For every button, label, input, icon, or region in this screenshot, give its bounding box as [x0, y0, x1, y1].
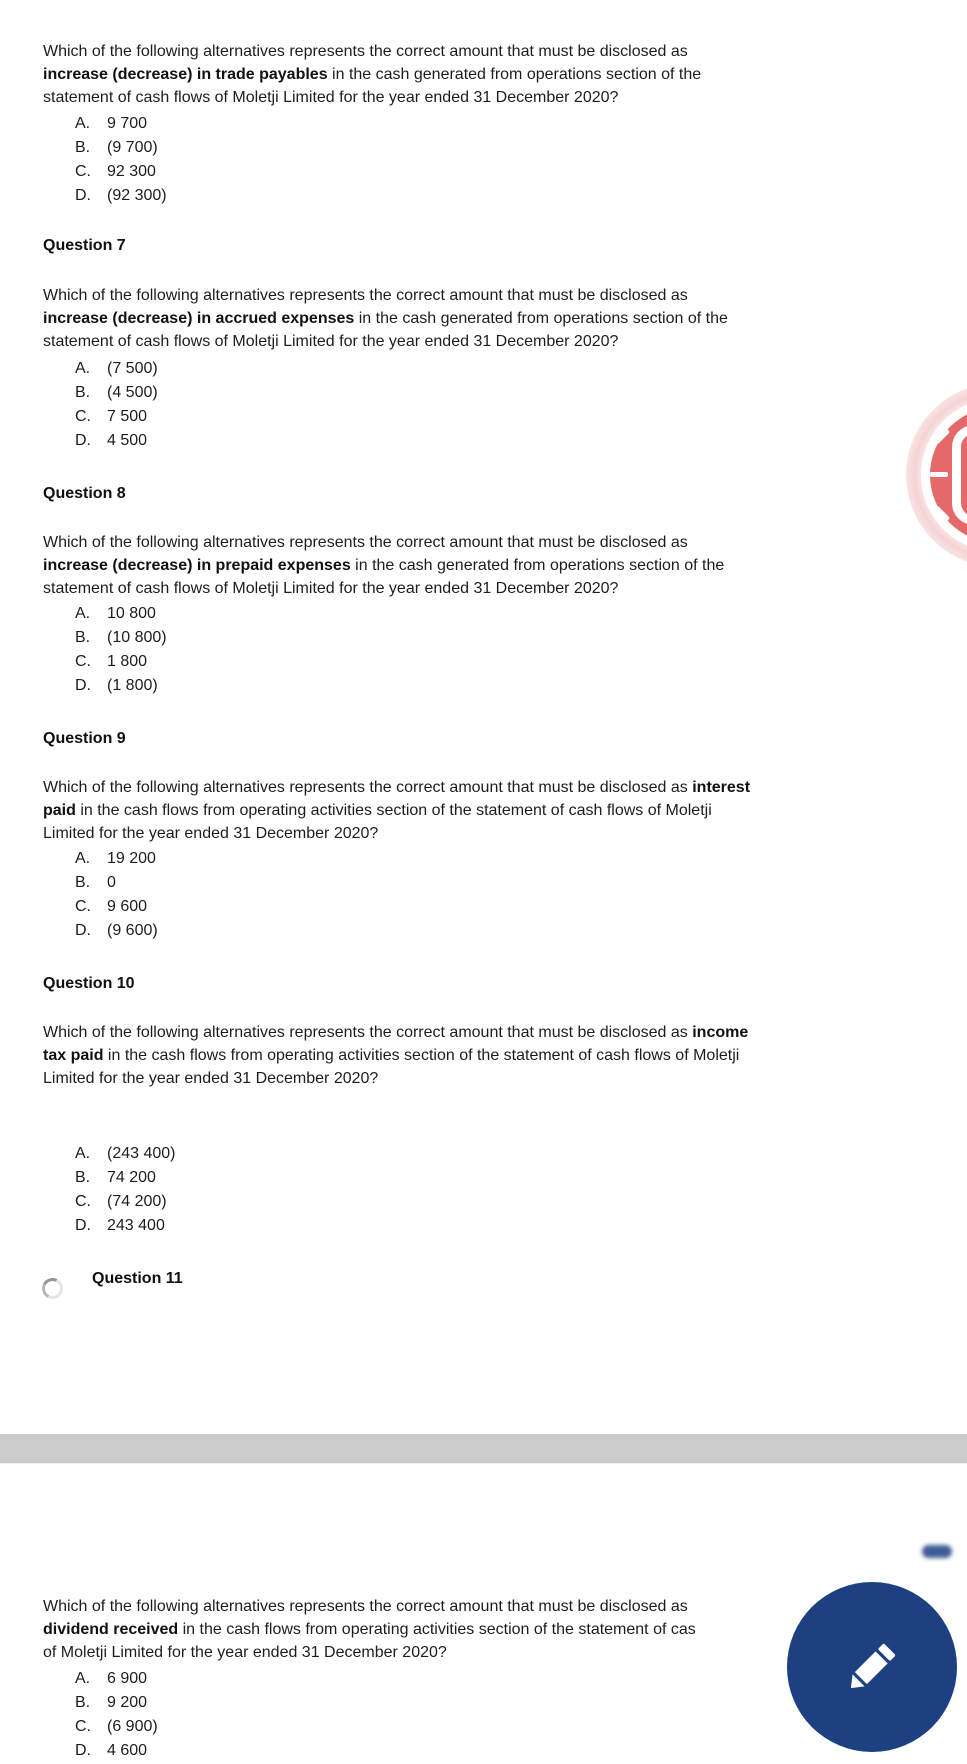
question-line: increase (decrease) in accrued expenses in the cash generated from operations section of the	[43, 310, 728, 327]
question-line: of Moletji Limited for the year ended 31 December 2020?	[43, 1644, 447, 1661]
question-line: dividend received in the cash flows from operating activities section of the statement of cas	[43, 1621, 696, 1638]
option-value: 6 900	[107, 1670, 148, 1687]
option-letter: B.	[75, 139, 91, 156]
option-letter: D.	[75, 1742, 91, 1759]
option-row	[75, 871, 158, 895]
question-line: statement of cash flows of Moletji Limited for the year ended 31 December 2020?	[43, 580, 619, 597]
question-line: Limited for the year ended 31 December 2020?	[43, 825, 379, 842]
question-10-heading: Question 10	[43, 975, 135, 992]
option-value: 4 600	[107, 1742, 148, 1759]
question-8-options	[75, 602, 167, 698]
option-value: 19 200	[107, 850, 156, 867]
question-10-text	[43, 1021, 748, 1090]
option-letter: C.	[75, 653, 91, 670]
option-value: (74 200)	[107, 1193, 167, 1210]
option-letter: B.	[75, 1694, 91, 1711]
option-value: 10 800	[107, 605, 156, 622]
option-row	[75, 602, 167, 626]
option-value: (9 700)	[107, 139, 158, 156]
question-8-text	[43, 531, 724, 600]
option-row	[75, 357, 158, 381]
option-value: 9 700	[107, 115, 148, 132]
question-line: tax paid in the cash flows from operating activities section of the statement of cash flows of Moletji	[43, 1047, 740, 1064]
option-value: (243 400)	[107, 1145, 176, 1162]
question-7-text	[43, 284, 728, 353]
option-value: 1 800	[107, 653, 148, 670]
question-9-heading: Question 9	[43, 730, 126, 747]
question-9-text	[43, 776, 750, 845]
question-7-options	[75, 357, 158, 453]
option-row	[75, 895, 158, 919]
question-11-heading: Question 11	[92, 1270, 183, 1287]
option-row	[75, 405, 158, 429]
option-letter: C.	[75, 898, 91, 915]
option-letter: D.	[75, 1217, 91, 1234]
option-letter: B.	[75, 629, 91, 646]
option-letter: A.	[75, 360, 91, 377]
option-letter: D.	[75, 922, 91, 939]
option-value: 74 200	[107, 1169, 156, 1186]
question-8-heading: Question 8	[43, 485, 126, 502]
question-line: Which of the following alternatives represents the correct amount that must be disclosed as	[43, 287, 688, 304]
question-line: statement of cash flows of Moletji Limited for the year ended 31 December 2020?	[43, 89, 619, 106]
page-divider-band	[0, 1434, 967, 1464]
question-10-options	[75, 1142, 176, 1238]
question-line: increase (decrease) in trade payables in the cash generated from operations section of the	[43, 66, 702, 83]
question-line: statement of cash flows of Moletji Limited for the year ended 31 December 2020?	[43, 333, 619, 350]
question-line: Which of the following alternatives represents the correct amount that must be disclosed as	[43, 534, 688, 551]
option-row	[75, 1142, 176, 1166]
option-row	[75, 626, 167, 650]
question-6-text	[43, 40, 701, 109]
option-letter: B.	[75, 874, 91, 891]
option-row	[75, 184, 167, 208]
option-letter: A.	[75, 1670, 91, 1687]
option-row	[75, 650, 167, 674]
option-row	[75, 429, 158, 453]
question-9-options	[75, 847, 158, 943]
option-row	[75, 674, 167, 698]
option-row	[75, 1691, 158, 1715]
option-letter: A.	[75, 115, 91, 132]
option-value: (10 800)	[107, 629, 167, 646]
option-value: (6 900)	[107, 1718, 158, 1735]
option-value: (7 500)	[107, 360, 158, 377]
option-value: 0	[107, 874, 116, 891]
badge-inner-frame	[952, 425, 967, 525]
option-row	[75, 1739, 158, 1763]
option-value: 92 300	[107, 163, 156, 180]
option-value: (4 500)	[107, 384, 158, 401]
option-value: 243 400	[107, 1217, 165, 1234]
fab-shadow-blob	[922, 1545, 952, 1558]
option-letter: A.	[75, 1145, 91, 1162]
question-line: paid in the cash flows from operating activities section of the statement of cash flows of Moletji	[43, 802, 712, 819]
option-value: (9 600)	[107, 922, 158, 939]
option-row	[75, 160, 167, 184]
option-row	[75, 1214, 176, 1238]
option-row	[75, 847, 158, 871]
option-value: (1 800)	[107, 677, 158, 694]
question-12-options	[75, 1667, 158, 1763]
option-letter: A.	[75, 605, 91, 622]
pencil-icon	[840, 1635, 904, 1699]
option-row	[75, 1667, 158, 1691]
option-value: 7 500	[107, 408, 148, 425]
option-row	[75, 1715, 158, 1739]
option-row	[75, 1166, 176, 1190]
option-value: (92 300)	[107, 187, 167, 204]
question-6-options	[75, 112, 167, 208]
option-value: 9 600	[107, 898, 148, 915]
option-letter: C.	[75, 163, 91, 180]
option-letter: B.	[75, 384, 91, 401]
option-row	[75, 112, 167, 136]
option-letter: C.	[75, 1193, 91, 1210]
question-line: Which of the following alternatives represents the correct amount that must be disclosed as interest	[43, 779, 751, 796]
option-value: 9 200	[107, 1694, 148, 1711]
edit-fab-button[interactable]	[787, 1582, 957, 1752]
option-letter: C.	[75, 1718, 91, 1735]
option-letter: C.	[75, 408, 91, 425]
option-row	[75, 381, 158, 405]
option-letter: D.	[75, 677, 91, 694]
question-line: Which of the following alternatives represents the correct amount that must be disclosed as	[43, 43, 688, 60]
option-letter: B.	[75, 1169, 91, 1186]
question-7-heading: Question 7	[43, 237, 126, 254]
option-letter: D.	[75, 432, 91, 449]
badge-tick	[930, 472, 948, 477]
option-row	[75, 136, 167, 160]
option-letter: A.	[75, 850, 91, 867]
question-line: Which of the following alternatives represents the correct amount that must be disclosed as	[43, 1598, 688, 1615]
option-row	[75, 1190, 176, 1214]
question-line: Limited for the year ended 31 December 2020?	[43, 1070, 379, 1087]
option-letter: D.	[75, 187, 91, 204]
question-line: Which of the following alternatives represents the correct amount that must be disclosed as income	[43, 1024, 749, 1041]
question-line: increase (decrease) in prepaid expenses in the cash generated from operations section of the	[43, 557, 725, 574]
question-12-text	[43, 1595, 696, 1664]
option-row	[75, 919, 158, 943]
red-stamp-badge	[906, 383, 967, 567]
option-value: 4 500	[107, 432, 148, 449]
loading-spinner-icon	[39, 1275, 65, 1301]
